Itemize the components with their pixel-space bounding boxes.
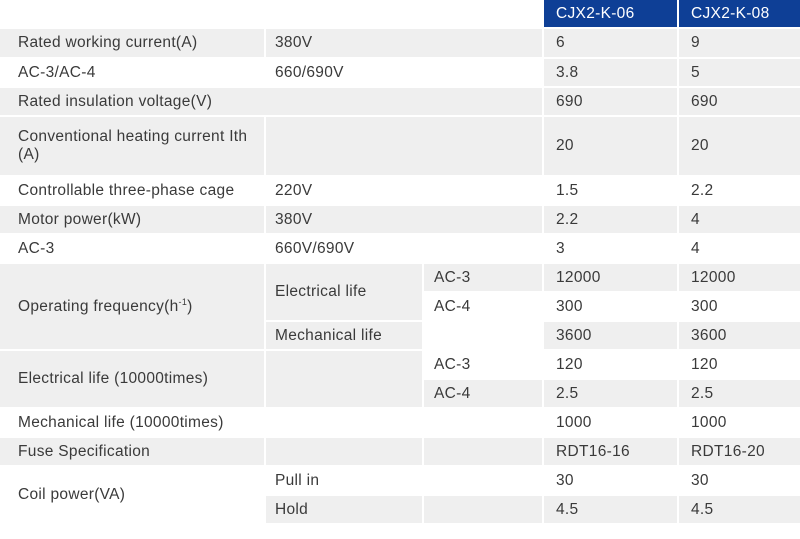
voltage-cell: 660V/690V: [265, 234, 543, 263]
row-label: Rated working current(A): [0, 28, 265, 58]
row-label: Coil power(VA): [0, 466, 265, 524]
value-cell-b: 12000: [678, 263, 800, 292]
empty-cell: [265, 116, 543, 176]
value-cell-b: 4.5: [678, 495, 800, 524]
value-cell-b: 4: [678, 234, 800, 263]
empty-cell: [423, 58, 543, 87]
voltage-cell: 380V: [265, 28, 543, 58]
value-cell-a: RDT16-16: [543, 437, 678, 466]
row-label: AC-3: [0, 234, 265, 263]
value-cell-a: 3.8: [543, 58, 678, 87]
value-cell-a: 690: [543, 87, 678, 116]
model-header-b: CJX2-K-08: [678, 0, 800, 28]
value-cell-a: 3600: [543, 321, 678, 350]
value-cell-a: 4.5: [543, 495, 678, 524]
value-cell-a: 12000: [543, 263, 678, 292]
value-cell-b: 1000: [678, 408, 800, 437]
value-cell-a: 3: [543, 234, 678, 263]
category-cell: AC-4: [423, 379, 543, 408]
table-row: [0, 87, 800, 116]
table-row: [0, 205, 800, 234]
empty-cell: [423, 495, 543, 524]
row-label: Electrical life (10000times): [0, 350, 265, 408]
row-label-operating-frequency: Operating $frequency(h^{-1})$: [0, 263, 265, 350]
value-cell-a: 20: [543, 116, 678, 176]
value-cell-b: 300: [678, 292, 800, 321]
row-label: Conventional heating current Ith (A): [0, 116, 265, 176]
category-cell: AC-3: [423, 350, 543, 379]
superscript: -1: [178, 296, 188, 307]
value-cell-b: 5: [678, 58, 800, 87]
value-cell-b: 690: [678, 87, 800, 116]
table-row: [0, 58, 800, 87]
table-row: [0, 28, 800, 58]
value-cell-a: 1000: [543, 408, 678, 437]
model-header-a: CJX2-K-06: [543, 0, 678, 28]
table-row: [0, 176, 800, 205]
empty-cell: [423, 321, 543, 350]
table-row: [0, 466, 800, 495]
empty-cell: [265, 350, 423, 408]
row-label: Mechanical life (10000times): [0, 408, 543, 437]
empty-cell: [423, 466, 543, 495]
category-cell: AC-3: [423, 263, 543, 292]
table-row: [0, 408, 800, 437]
row-label: Controllable three-phase cage: [0, 176, 265, 205]
value-cell-a: 30: [543, 466, 678, 495]
value-cell-b: 2.2: [678, 176, 800, 205]
value-cell-b: 4: [678, 205, 800, 234]
voltage-cell: 220V: [265, 176, 543, 205]
value-cell-a: 6: [543, 28, 678, 58]
sub-label-pull-in: Pull in: [265, 466, 423, 495]
value-cell-b: 30: [678, 466, 800, 495]
empty-cell: [423, 437, 543, 466]
table-row: [0, 116, 800, 176]
value-cell-b: 120: [678, 350, 800, 379]
header-row: [0, 0, 800, 28]
table-row: [0, 234, 800, 263]
value-cell-a: 120: [543, 350, 678, 379]
value-cell-b: 20: [678, 116, 800, 176]
sub-label-hold: Hold: [265, 495, 423, 524]
row-label: Rated insulation voltage(V): [0, 87, 543, 116]
voltage-cell: 380V: [265, 205, 543, 234]
sub-label-electrical-life: Electrical life: [265, 263, 423, 321]
row-label: AC-3/AC-4: [0, 58, 265, 87]
value-cell-b: RDT16-20: [678, 437, 800, 466]
value-cell-a: 1.5: [543, 176, 678, 205]
sub-label-mechanical-life: Mechanical life: [265, 321, 423, 350]
value-cell-b: 9: [678, 28, 800, 58]
table-row: [0, 350, 800, 379]
table-row: [0, 437, 800, 466]
row-label: Motor power(kW): [0, 205, 265, 234]
empty-cell: [265, 437, 423, 466]
table-row: [0, 263, 800, 292]
row-label: Fuse Specification: [0, 437, 265, 466]
value-cell-a: 300: [543, 292, 678, 321]
value-cell-a: 2.2: [543, 205, 678, 234]
value-cell-b: 2.5: [678, 379, 800, 408]
category-cell: AC-4: [423, 292, 543, 321]
voltage-cell: 660/690V: [265, 58, 423, 87]
value-cell-b: 3600: [678, 321, 800, 350]
header-blank: [0, 0, 543, 28]
value-cell-a: 2.5: [543, 379, 678, 408]
